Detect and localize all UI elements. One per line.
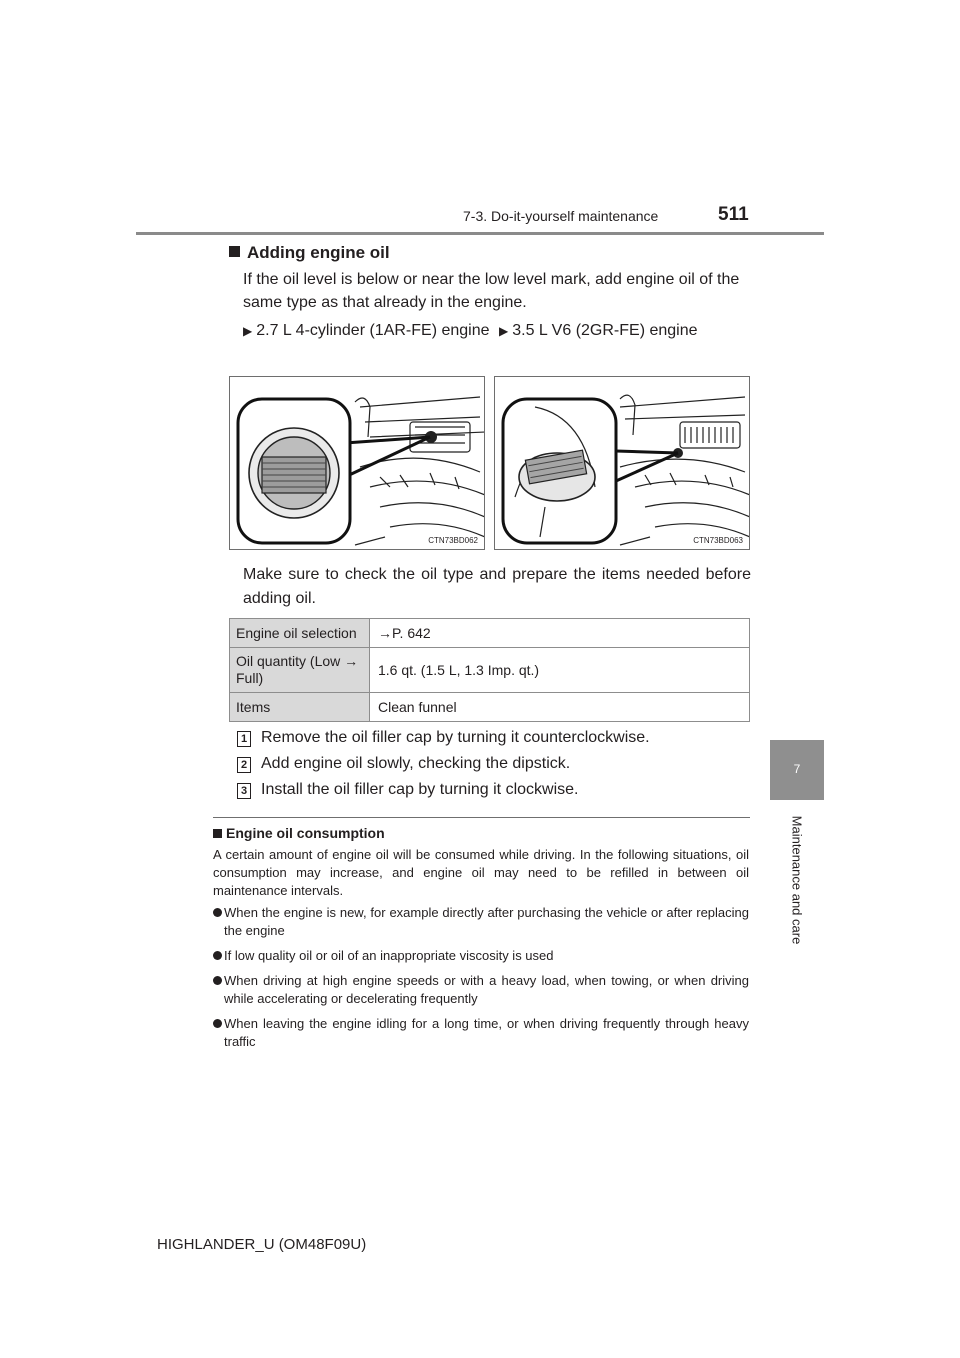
square-bullet-icon bbox=[229, 246, 240, 257]
section-title-text: Adding engine oil bbox=[247, 243, 390, 262]
bullet-dot-icon bbox=[213, 908, 222, 917]
list-item bbox=[213, 1015, 749, 1051]
variant-label: 3.5 L V6 (2GR-FE) engine bbox=[512, 322, 698, 339]
preparation-note: Make sure to check the oil type and prepare the items needed before adding oil. bbox=[243, 566, 751, 607]
chapter-label-text: Maintenance and care bbox=[789, 815, 805, 945]
triangle-bullet-icon: ▶ bbox=[243, 324, 253, 338]
table-label: Engine oil selection bbox=[230, 619, 370, 648]
triangle-bullet-icon: ▶ bbox=[499, 324, 509, 338]
figure-v6-oil-cap bbox=[494, 376, 750, 550]
chapter-number: 7 bbox=[793, 762, 801, 776]
list-item bbox=[213, 972, 749, 1008]
bullet-dot-icon bbox=[213, 976, 222, 985]
variant-v6 bbox=[499, 320, 749, 342]
table-row bbox=[230, 619, 750, 648]
chapter-tab bbox=[770, 740, 824, 800]
figure-4-cylinder-oil-cap bbox=[229, 376, 485, 550]
bullet-dot-icon bbox=[213, 951, 222, 960]
figure-code: CTN73BD063 bbox=[693, 536, 743, 545]
table-value: →P. 642 bbox=[370, 619, 750, 648]
bullet-dot-icon bbox=[213, 1019, 222, 1028]
consumption-paragraph: A certain amount of engine oil will be consumed while driving. In the following situations, oil consumption may increase, and engine oil may need to be refilled in between oil maintenance intervals. bbox=[213, 847, 749, 898]
oil-spec-table bbox=[229, 618, 750, 722]
table-row bbox=[230, 648, 750, 693]
table-label: Items bbox=[230, 693, 370, 722]
intro-paragraph: If the oil level is below or near the low level mark, add engine oil of the same type as that already in the engine. bbox=[243, 271, 740, 311]
engine-illustration-icon bbox=[230, 377, 485, 550]
variant-4-cylinder bbox=[243, 320, 493, 342]
step-text: Add engine oil slowly, checking the dipstick. bbox=[261, 755, 571, 772]
list-item-text: If low quality oil or oil of an inappropriate viscosity is used bbox=[224, 948, 554, 963]
list-item-text: When leaving the engine idling for a long time, or when driving frequently through heavy traffic bbox=[224, 1016, 749, 1049]
list-item-text: When the engine is new, for example directly after purchasing the vehicle or after replacing the engine bbox=[224, 905, 749, 938]
step-text: Install the oil filler cap by turning it clockwise. bbox=[261, 781, 579, 798]
table-value: 1.6 qt. (1.5 L, 1.3 Imp. qt.) bbox=[370, 648, 750, 693]
section-title bbox=[229, 243, 390, 263]
page-number: 511 bbox=[718, 204, 749, 225]
step-number-badge: 2 bbox=[237, 757, 251, 773]
table-label: Oil quantity (Low → Full) bbox=[230, 648, 370, 693]
step-number-badge: 3 bbox=[237, 783, 251, 799]
table-row bbox=[230, 693, 750, 722]
variant-label: 2.7 L 4-cylinder (1AR-FE) engine bbox=[256, 322, 490, 339]
section-header: 7-3. Do-it-yourself maintenance bbox=[463, 208, 659, 224]
model-footer: HIGHLANDER_U (OM48F09U) bbox=[157, 1236, 367, 1253]
square-bullet-icon bbox=[213, 829, 222, 838]
figure-code: CTN73BD062 bbox=[428, 536, 478, 545]
section-divider bbox=[213, 817, 750, 818]
step-number-badge: 1 bbox=[237, 731, 251, 747]
chapter-label bbox=[770, 800, 824, 960]
header-divider bbox=[136, 232, 824, 235]
step-text: Remove the oil filler cap by turning it counterclockwise. bbox=[261, 729, 650, 746]
consumption-title bbox=[213, 825, 385, 841]
consumption-title-text: Engine oil consumption bbox=[226, 825, 385, 841]
list-item bbox=[213, 904, 749, 940]
consumption-bullet-list bbox=[213, 904, 749, 1058]
engine-illustration-icon bbox=[495, 377, 750, 550]
list-item-text: When driving at high engine speeds or with a heavy load, when towing, or when driving while accelerating or decelerating frequently bbox=[224, 973, 749, 1006]
list-item bbox=[213, 947, 749, 965]
table-value: Clean funnel bbox=[370, 693, 750, 722]
